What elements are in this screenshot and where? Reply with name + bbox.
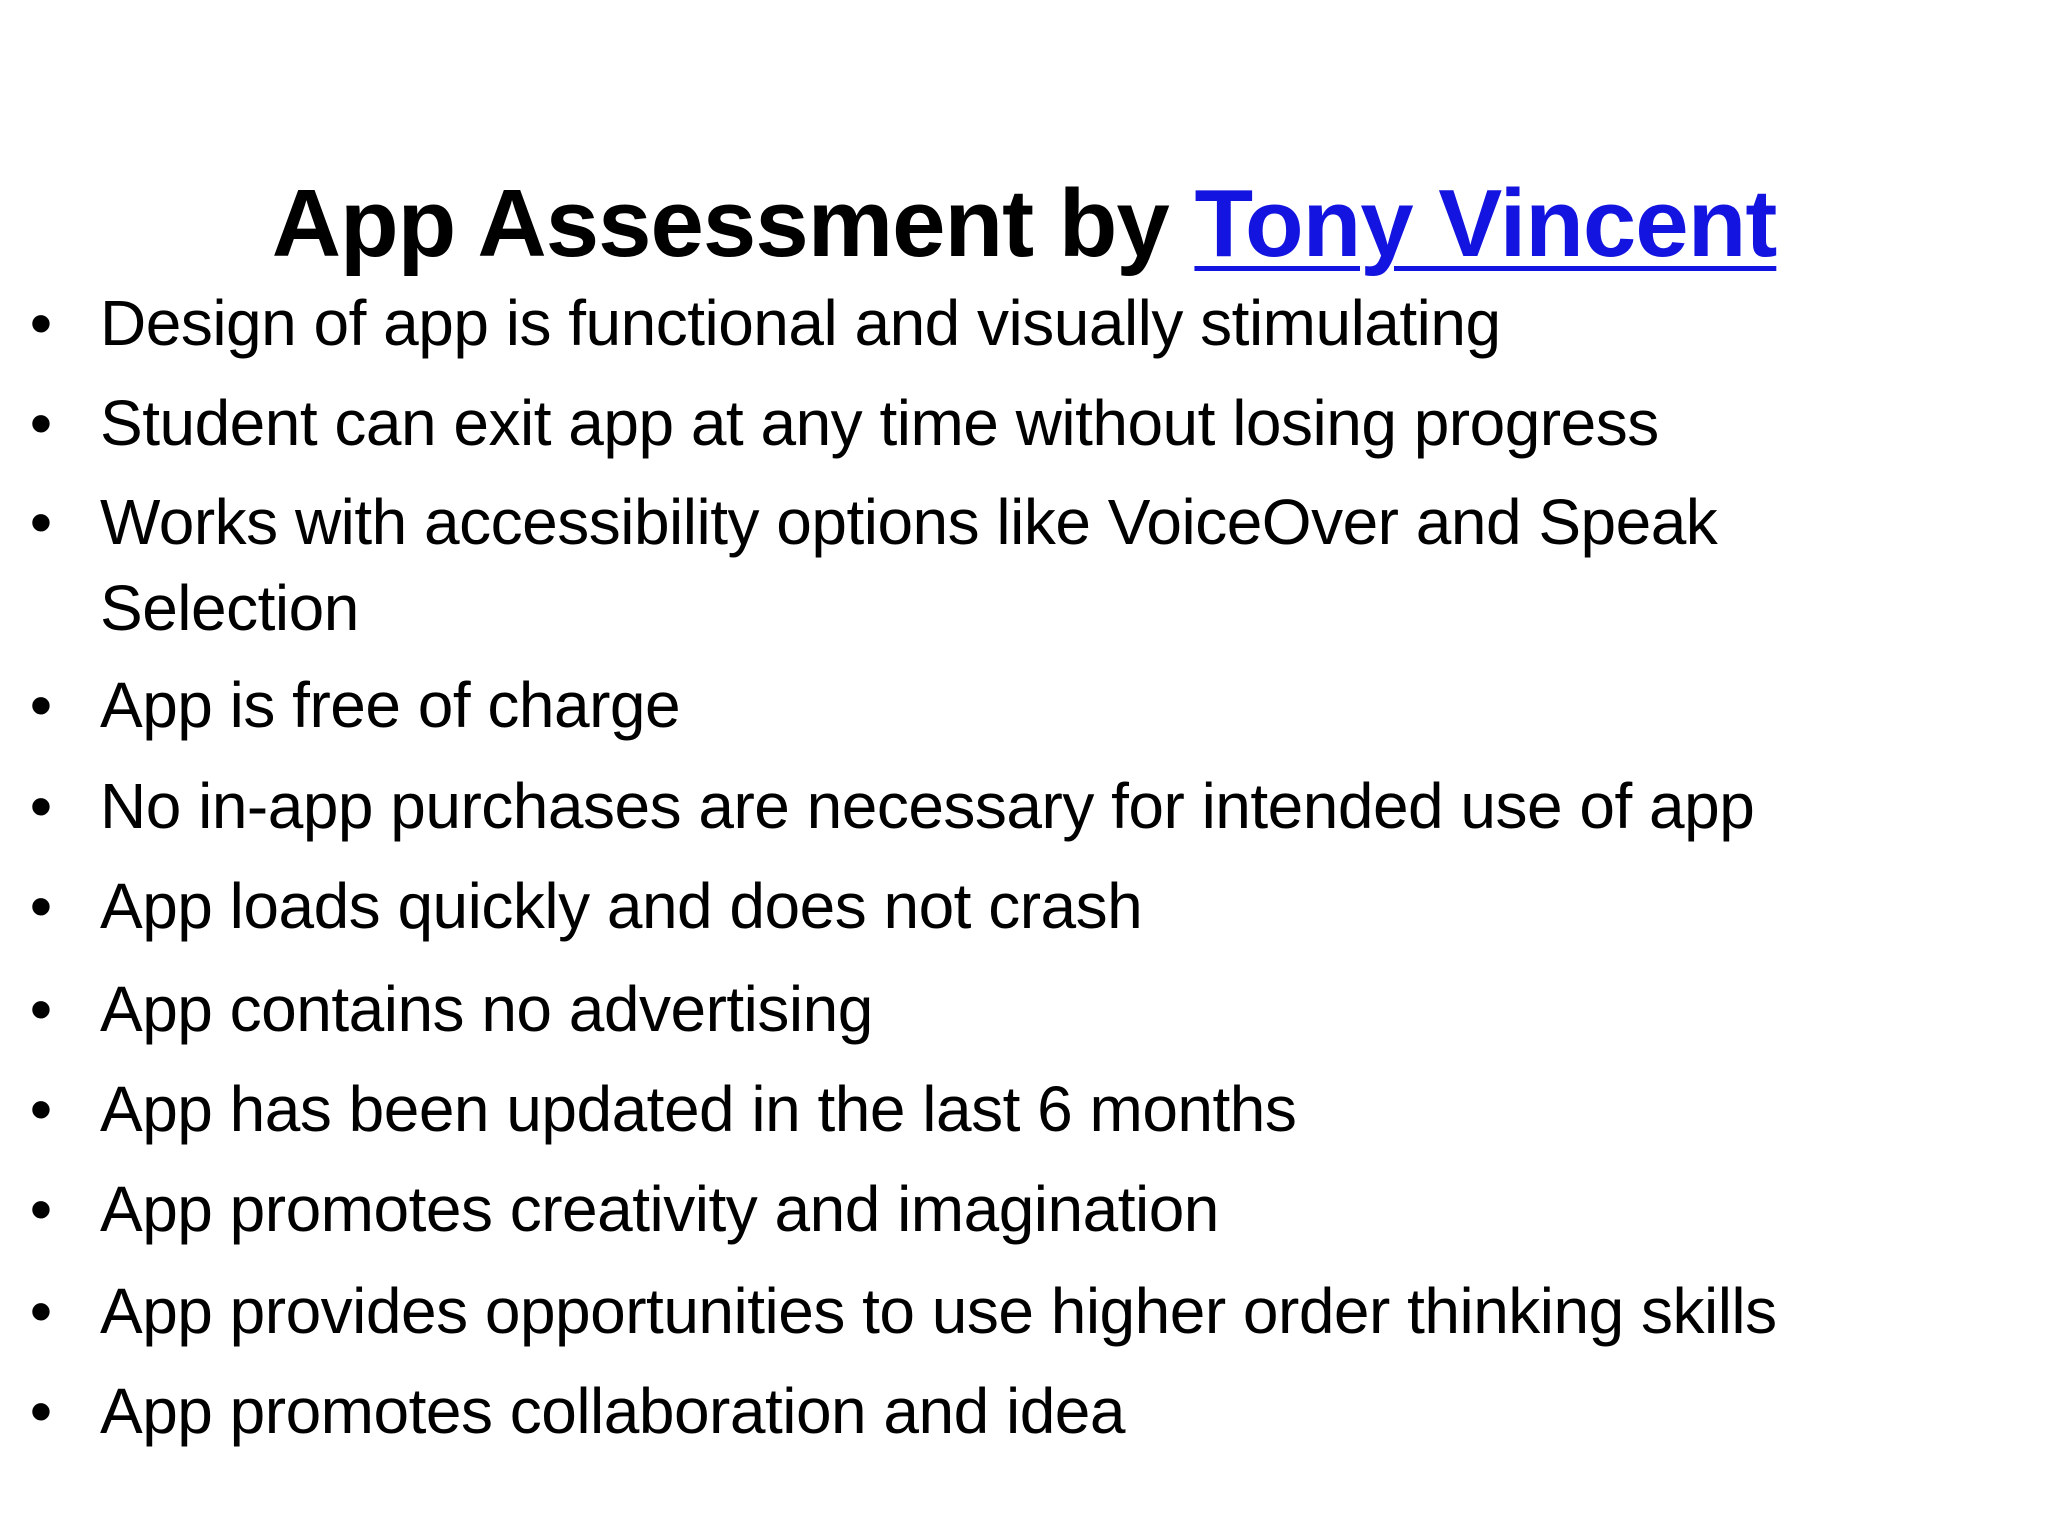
list-item-text: App loads quickly and does not crash [100,870,1143,942]
bullet-icon: • [29,770,53,842]
bullet-icon: • [29,1375,53,1447]
bullet-icon: • [29,1073,53,1145]
list-item-line: Works with accessibility options like VoiceOver and Speak [100,486,1718,558]
bullet-icon: • [29,287,53,359]
list-item-text: Design of app is functional and visually stimulating [100,287,1501,359]
bullet-icon: • [29,486,53,558]
list-item-text: App is free of charge [100,669,681,741]
list-item-continuation: Selection [100,572,359,644]
list-item-text: App promotes collaboration and idea [100,1375,1125,1447]
bullet-icon: • [29,669,53,741]
list-item-text: No in-app purchases are necessary for intended use of app [100,770,1755,842]
bullet-icon: • [29,973,53,1045]
bullet-icon: • [29,870,53,942]
author-link[interactable]: Tony Vincent [1194,170,1777,278]
bullet-icon: • [29,1173,53,1245]
list-item-text [100,479,1717,651]
list-item-text: App promotes creativity and imagination [100,1173,1219,1245]
bullet-icon: • [29,387,53,459]
list-item-text: App contains no advertising [100,973,873,1045]
list-item-text: App has been updated in the last 6 months [100,1073,1297,1145]
bullet-icon: • [29,1275,53,1347]
list-item-text: App provides opportunities to use higher order thinking skills [100,1275,1777,1347]
list-item-text: Student can exit app at any time without losing progress [100,387,1659,459]
title-prefix: App Assessment by [271,170,1195,278]
